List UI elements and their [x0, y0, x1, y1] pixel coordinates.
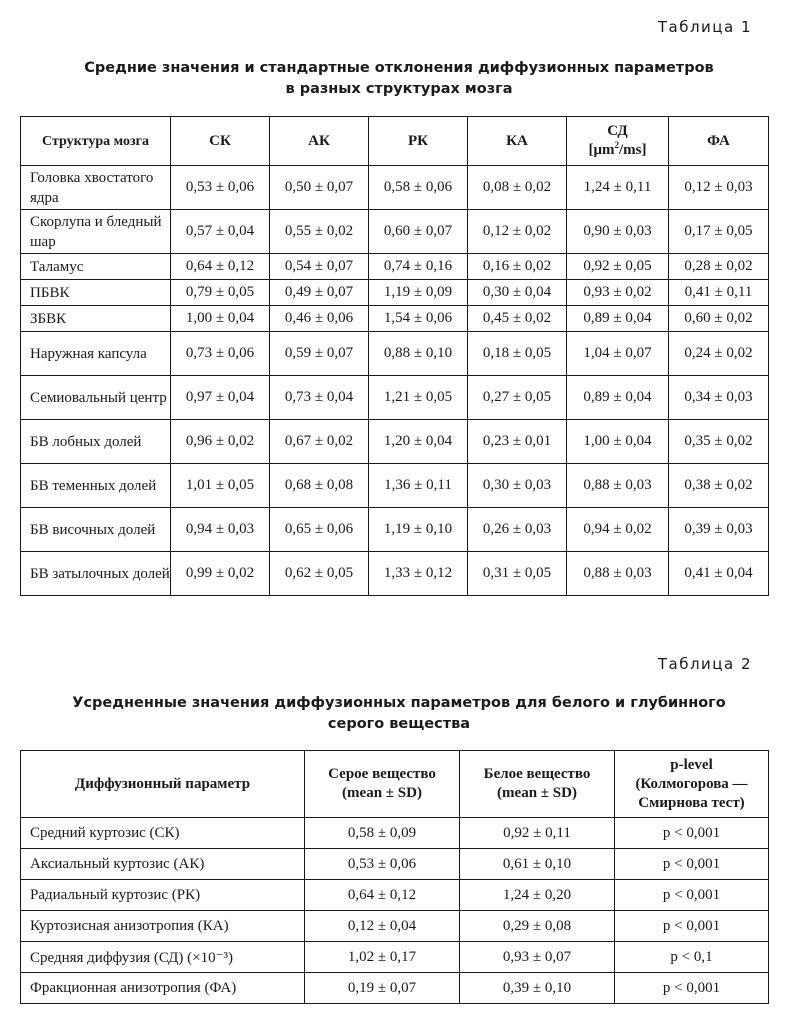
cell-white: 1,24 ± 0,20 [460, 880, 615, 911]
table2-title [0, 693, 798, 735]
cell-ka: 0,08 ± 0,02 [468, 166, 567, 210]
cell-ak: 0,49 ± 0,07 [270, 280, 369, 306]
cell-structure: Наружная капсула [21, 332, 171, 376]
cell-fa: 0,17 ± 0,05 [669, 210, 769, 254]
header-rk: РК [369, 117, 468, 166]
cell-sk: 0,53 ± 0,06 [171, 166, 270, 210]
cell-sk: 0,96 ± 0,02 [171, 420, 270, 464]
cell-ka: 0,16 ± 0,02 [468, 254, 567, 280]
table2-title-line2: серого вещества [327, 716, 471, 732]
cell-structure: Скорлупа и бледный шар [21, 210, 171, 254]
cell-sd: 0,94 ± 0,02 [567, 508, 669, 552]
cell-p: p < 0,001 [615, 880, 769, 911]
cell-ak: 0,46 ± 0,06 [270, 306, 369, 332]
cell-structure: Таламус [21, 254, 171, 280]
cell-p: p < 0,001 [615, 818, 769, 849]
cell-ak: 0,54 ± 0,07 [270, 254, 369, 280]
cell-structure: БВ лобных долей [21, 420, 171, 464]
cell-sd: 1,24 ± 0,11 [567, 166, 669, 210]
cell-structure: Головка хвостатого ядра [21, 166, 171, 210]
cell-structure: БВ височных долей [21, 508, 171, 552]
cell-ak: 0,50 ± 0,07 [270, 166, 369, 210]
table-row [21, 880, 769, 911]
table1-title [0, 58, 798, 100]
cell-fa: 0,38 ± 0,02 [669, 464, 769, 508]
cell-sd: 1,00 ± 0,04 [567, 420, 669, 464]
cell-rk: 1,20 ± 0,04 [369, 420, 468, 464]
table1-title-line1: Средние значения и стандартные отклонения диффузионных параметров [84, 60, 714, 76]
cell-ak: 0,62 ± 0,05 [270, 552, 369, 596]
cell-rk: 0,74 ± 0,16 [369, 254, 468, 280]
cell-white: 0,93 ± 0,07 [460, 942, 615, 973]
cell-sk: 1,01 ± 0,05 [171, 464, 270, 508]
cell-rk: 0,60 ± 0,07 [369, 210, 468, 254]
table-row [21, 552, 769, 596]
table-row [21, 376, 769, 420]
cell-p: p < 0,001 [615, 911, 769, 942]
table-row [21, 280, 769, 306]
cell-sd: 0,89 ± 0,04 [567, 376, 669, 420]
header-ka: КА [468, 117, 567, 166]
cell-ka: 0,26 ± 0,03 [468, 508, 567, 552]
cell-fa: 0,39 ± 0,03 [669, 508, 769, 552]
table-row [21, 849, 769, 880]
cell-sd: 1,04 ± 0,07 [567, 332, 669, 376]
cell-ka: 0,30 ± 0,03 [468, 464, 567, 508]
cell-param: Куртозисная анизотропия (КА) [21, 911, 305, 942]
cell-param: Радиальный куртозис (РК) [21, 880, 305, 911]
cell-rk: 1,19 ± 0,09 [369, 280, 468, 306]
gray-white-matter-comparison-table [20, 750, 769, 1004]
cell-sk: 0,99 ± 0,02 [171, 552, 270, 596]
table2-header-row [21, 751, 769, 818]
table-row [21, 464, 769, 508]
cell-sk: 1,00 ± 0,04 [171, 306, 270, 332]
cell-gray: 0,64 ± 0,12 [305, 880, 460, 911]
header-sd [567, 117, 669, 166]
cell-ka: 0,12 ± 0,02 [468, 210, 567, 254]
header-sd-unit: $[\mu m^2/ms]$ [588, 140, 647, 158]
header-white-matter: Белое вещество (mean ± SD) [460, 751, 615, 818]
cell-p: p < 0,001 [615, 973, 769, 1004]
header-p-level: p-level (Колмогорова — Смирнова тест) [615, 751, 769, 818]
table1-header-row [21, 117, 769, 166]
header-param: Диффузионный параметр [21, 751, 305, 818]
cell-ak: 0,68 ± 0,08 [270, 464, 369, 508]
cell-ak: 0,73 ± 0,04 [270, 376, 369, 420]
cell-p: p < 0,1 [615, 942, 769, 973]
cell-gray: 1,02 ± 0,17 [305, 942, 460, 973]
header-gray-matter: Серое вещество (mean ± SD) [305, 751, 460, 818]
cell-fa: 0,34 ± 0,03 [669, 376, 769, 420]
cell-fa: 0,41 ± 0,04 [669, 552, 769, 596]
cell-gray: 0,53 ± 0,06 [305, 849, 460, 880]
cell-sk: 0,57 ± 0,04 [171, 210, 270, 254]
cell-fa: 0,60 ± 0,02 [669, 306, 769, 332]
cell-sd: 0,92 ± 0,05 [567, 254, 669, 280]
table-row [21, 332, 769, 376]
cell-ka: 0,18 ± 0,05 [468, 332, 567, 376]
cell-sd: 0,88 ± 0,03 [567, 552, 669, 596]
cell-white: 0,92 ± 0,11 [460, 818, 615, 849]
cell-gray: 0,19 ± 0,07 [305, 973, 460, 1004]
cell-sk: 0,79 ± 0,05 [171, 280, 270, 306]
cell-rk: 1,33 ± 0,12 [369, 552, 468, 596]
cell-sd: 0,93 ± 0,02 [567, 280, 669, 306]
cell-param: Фракционная анизотропия (ФА) [21, 973, 305, 1004]
cell-sk: 0,73 ± 0,06 [171, 332, 270, 376]
cell-ka: 0,31 ± 0,05 [468, 552, 567, 596]
table1-label: Таблица 1 [657, 18, 752, 36]
header-structure: Структура мозга [21, 117, 171, 166]
cell-ka: 0,27 ± 0,05 [468, 376, 567, 420]
cell-gray: 0,58 ± 0,09 [305, 818, 460, 849]
cell-structure: БВ теменных долей [21, 464, 171, 508]
cell-param: Аксиальный куртозис (АК) [21, 849, 305, 880]
table-row [21, 420, 769, 464]
cell-ka: 0,45 ± 0,02 [468, 306, 567, 332]
cell-fa: 0,35 ± 0,02 [669, 420, 769, 464]
cell-ak: 0,65 ± 0,06 [270, 508, 369, 552]
cell-rk: 1,21 ± 0,05 [369, 376, 468, 420]
table1-title-line2: в разных структурах мозга [285, 81, 513, 97]
cell-structure: ЗБВК [21, 306, 171, 332]
cell-sd: 0,90 ± 0,03 [567, 210, 669, 254]
table-row [21, 508, 769, 552]
header-ak: АК [270, 117, 369, 166]
cell-sd: 0,88 ± 0,03 [567, 464, 669, 508]
cell-ka: 0,23 ± 0,01 [468, 420, 567, 464]
cell-rk: 0,88 ± 0,10 [369, 332, 468, 376]
cell-p: p < 0,001 [615, 849, 769, 880]
table-row [21, 210, 769, 254]
table-row [21, 254, 769, 280]
cell-white: 0,61 ± 0,10 [460, 849, 615, 880]
cell-fa: 0,12 ± 0,03 [669, 166, 769, 210]
table-row [21, 911, 769, 942]
cell-ak: 0,59 ± 0,07 [270, 332, 369, 376]
cell-ak: 0,67 ± 0,02 [270, 420, 369, 464]
cell-sk: 0,94 ± 0,03 [171, 508, 270, 552]
cell-fa: 0,28 ± 0,02 [669, 254, 769, 280]
diffusion-parameters-by-structure-table [20, 116, 769, 596]
table2-label: Таблица 2 [657, 655, 752, 673]
cell-fa: 0,41 ± 0,11 [669, 280, 769, 306]
cell-rk: 1,54 ± 0,06 [369, 306, 468, 332]
cell-ka: 0,30 ± 0,04 [468, 280, 567, 306]
header-sk: СК [171, 117, 270, 166]
table2-title-line1: Усредненные значения диффузионных параметров для белого и глубинного [72, 695, 726, 711]
cell-fa: 0,24 ± 0,02 [669, 332, 769, 376]
table-row [21, 306, 769, 332]
cell-rk: 1,19 ± 0,10 [369, 508, 468, 552]
cell-structure: ПБВК [21, 280, 171, 306]
cell-rk: 1,36 ± 0,11 [369, 464, 468, 508]
cell-gray: 0,12 ± 0,04 [305, 911, 460, 942]
cell-white: 0,29 ± 0,08 [460, 911, 615, 942]
table-row [21, 942, 769, 973]
cell-sk: 0,64 ± 0,12 [171, 254, 270, 280]
header-sd-label: СД [607, 123, 628, 139]
cell-param: Средняя диффузия (СД) (×10⁻³) [21, 942, 305, 973]
cell-sd: 0,89 ± 0,04 [567, 306, 669, 332]
cell-ak: 0,55 ± 0,02 [270, 210, 369, 254]
table-row [21, 973, 769, 1004]
cell-rk: 0,58 ± 0,06 [369, 166, 468, 210]
cell-structure: БВ затылочных долей [21, 552, 171, 596]
header-fa: ФА [669, 117, 769, 166]
cell-structure: Семиовальный центр [21, 376, 171, 420]
table-row [21, 818, 769, 849]
cell-sk: 0,97 ± 0,04 [171, 376, 270, 420]
table-row [21, 166, 769, 210]
cell-white: 0,39 ± 0,10 [460, 973, 615, 1004]
cell-param: Средний куртозис (СК) [21, 818, 305, 849]
